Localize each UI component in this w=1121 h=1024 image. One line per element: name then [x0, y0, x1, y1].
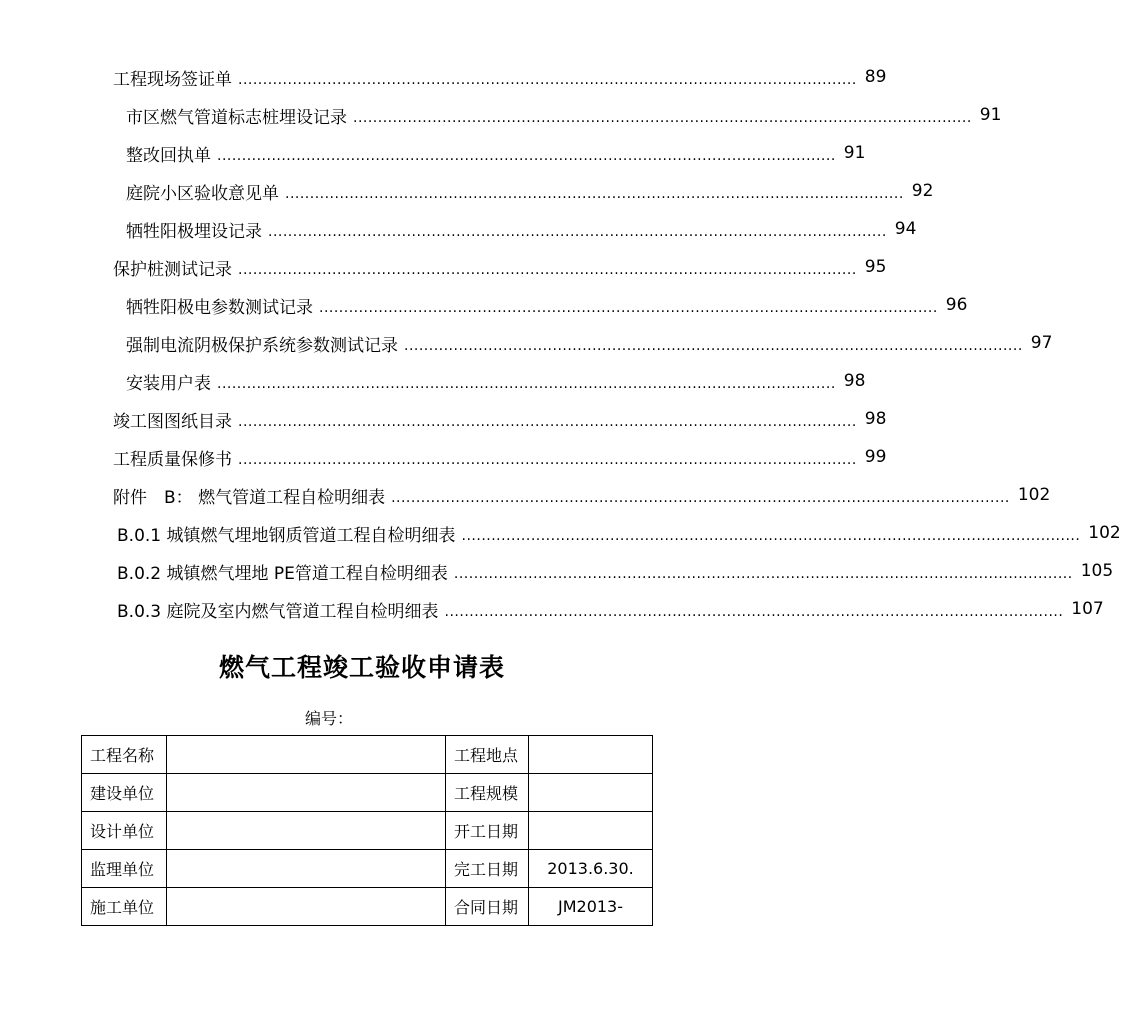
toc-leader: ............................................................................................................................. — [238, 414, 857, 430]
toc-entry-title: 安装用户表 — [126, 373, 211, 394]
form-title: 燃气工程竣工验收申请表 — [218, 653, 505, 682]
project-location-field[interactable] — [529, 736, 653, 774]
row-label: 监理单位 — [82, 850, 167, 888]
table-row — [82, 850, 653, 888]
toc-entry-title: 强制电流阴极保护系统参数测试记录 — [126, 335, 398, 356]
toc-leader: ............................................................................................................................. — [217, 376, 836, 392]
toc-leader: ............................................................................................................................. — [238, 262, 857, 278]
toc-entry[interactable] — [113, 476, 1051, 514]
row-label: 建设单位 — [82, 774, 167, 812]
toc-leader: ............................................................................................................................. — [268, 224, 887, 240]
toc-entry[interactable] — [126, 96, 1002, 134]
project-scale-field[interactable] — [529, 774, 653, 812]
toc-leader: ............................................................................................................................. — [238, 72, 857, 88]
toc-entry[interactable] — [113, 248, 887, 286]
start-date-field[interactable] — [529, 812, 653, 850]
toc-entry[interactable] — [126, 210, 917, 248]
toc-entry-title: 工程现场签证单 — [113, 69, 232, 90]
toc-entry-page: 107 — [1071, 599, 1104, 619]
row-label: 工程规模 — [446, 774, 529, 812]
toc-entry[interactable] — [117, 552, 1114, 590]
toc-entry-title: B.0.1 城镇燃气埋地钢质管道工程自检明细表 — [117, 525, 456, 546]
toc-leader: ............................................................................................................................. — [444, 604, 1064, 620]
toc-entry-page: 94 — [894, 219, 917, 239]
toc-entry-page: 95 — [864, 257, 887, 277]
toc-leader: ............................................................................................................................. — [217, 148, 836, 164]
toc-entry[interactable] — [126, 134, 866, 172]
supervision-unit-field[interactable] — [167, 850, 446, 888]
toc-entry-page: 96 — [945, 295, 968, 315]
row-label: 工程地点 — [446, 736, 529, 774]
toc-entry-title: 牺牲阳极埋设记录 — [126, 221, 262, 242]
toc-entry-page: 98 — [843, 371, 866, 391]
toc-entry-page: 105 — [1080, 561, 1114, 581]
toc-entry-page: 92 — [911, 181, 934, 201]
toc-entry-title: 竣工图图纸目录 — [113, 411, 232, 432]
toc-leader: ............................................................................................................................. — [453, 566, 1073, 582]
serial-number-label: 编号： — [305, 709, 354, 728]
row-label: 开工日期 — [446, 812, 529, 850]
toc-entry[interactable] — [126, 362, 866, 400]
toc-entry-page: 89 — [864, 67, 887, 87]
toc-leader: ............................................................................................................................. — [404, 338, 1023, 354]
completion-date-field[interactable]: 2013.6.30. — [529, 850, 653, 888]
toc-leader: ............................................................................................................................. — [319, 300, 938, 316]
toc-entry-page: 91 — [979, 105, 1002, 125]
toc-entry-page: 97 — [1030, 333, 1053, 353]
design-unit-field[interactable] — [167, 812, 446, 850]
toc-entry-page: 102 — [1017, 485, 1051, 505]
project-name-field[interactable] — [167, 736, 446, 774]
row-label: 完工日期 — [446, 850, 529, 888]
contractor-unit-field[interactable] — [167, 888, 446, 926]
toc-entry-title: B.0.3 庭院及室内燃气管道工程自检明细表 — [117, 601, 439, 622]
toc-entry-title: 整改回执单 — [126, 145, 211, 166]
table-row — [82, 774, 653, 812]
application-form-table — [81, 735, 653, 926]
table-row — [82, 812, 653, 850]
toc-leader: ............................................................................................................................. — [285, 186, 904, 202]
toc-entry-page: 98 — [864, 409, 887, 429]
construction-unit-field[interactable] — [167, 774, 446, 812]
toc-entry[interactable] — [113, 58, 887, 96]
toc-entry-page: 91 — [843, 143, 866, 163]
toc-entry-page: 99 — [864, 447, 887, 467]
toc-entry[interactable] — [126, 324, 1053, 362]
toc-entry-page: 102 — [1088, 523, 1121, 543]
toc-entry[interactable] — [113, 400, 887, 438]
toc-entry-title: 附件 B： 燃气管道工程自检明细表 — [113, 487, 386, 508]
toc-entry-title: B.0.2 城镇燃气埋地 PE管道工程自检明细表 — [117, 563, 448, 584]
toc-entry[interactable] — [126, 286, 968, 324]
contract-date-field[interactable]: JM2013- — [529, 888, 653, 926]
toc-entry-title: 牺牲阳极电参数测试记录 — [126, 297, 313, 318]
toc-entry-title: 市区燃气管道标志桩埋设记录 — [126, 107, 347, 128]
toc-entry[interactable] — [126, 172, 934, 210]
toc-leader: ............................................................................................................................. — [391, 490, 1010, 506]
toc-entry[interactable] — [117, 514, 1121, 552]
toc-entry-title: 庭院小区验收意见单 — [126, 183, 279, 204]
toc-entry-title: 保护桩测试记录 — [113, 259, 232, 280]
row-label: 合同日期 — [446, 888, 529, 926]
toc-entry-title: 工程质量保修书 — [113, 449, 232, 470]
row-label: 工程名称 — [82, 736, 167, 774]
table-row — [82, 736, 653, 774]
table-row — [82, 888, 653, 926]
toc-leader: ............................................................................................................................. — [461, 528, 1081, 544]
toc-entry[interactable] — [117, 590, 1104, 628]
toc-leader: ............................................................................................................................. — [238, 452, 857, 468]
row-label: 施工单位 — [82, 888, 167, 926]
row-label: 设计单位 — [82, 812, 167, 850]
toc-entry[interactable] — [113, 438, 887, 476]
toc-leader: ............................................................................................................................. — [353, 110, 972, 126]
